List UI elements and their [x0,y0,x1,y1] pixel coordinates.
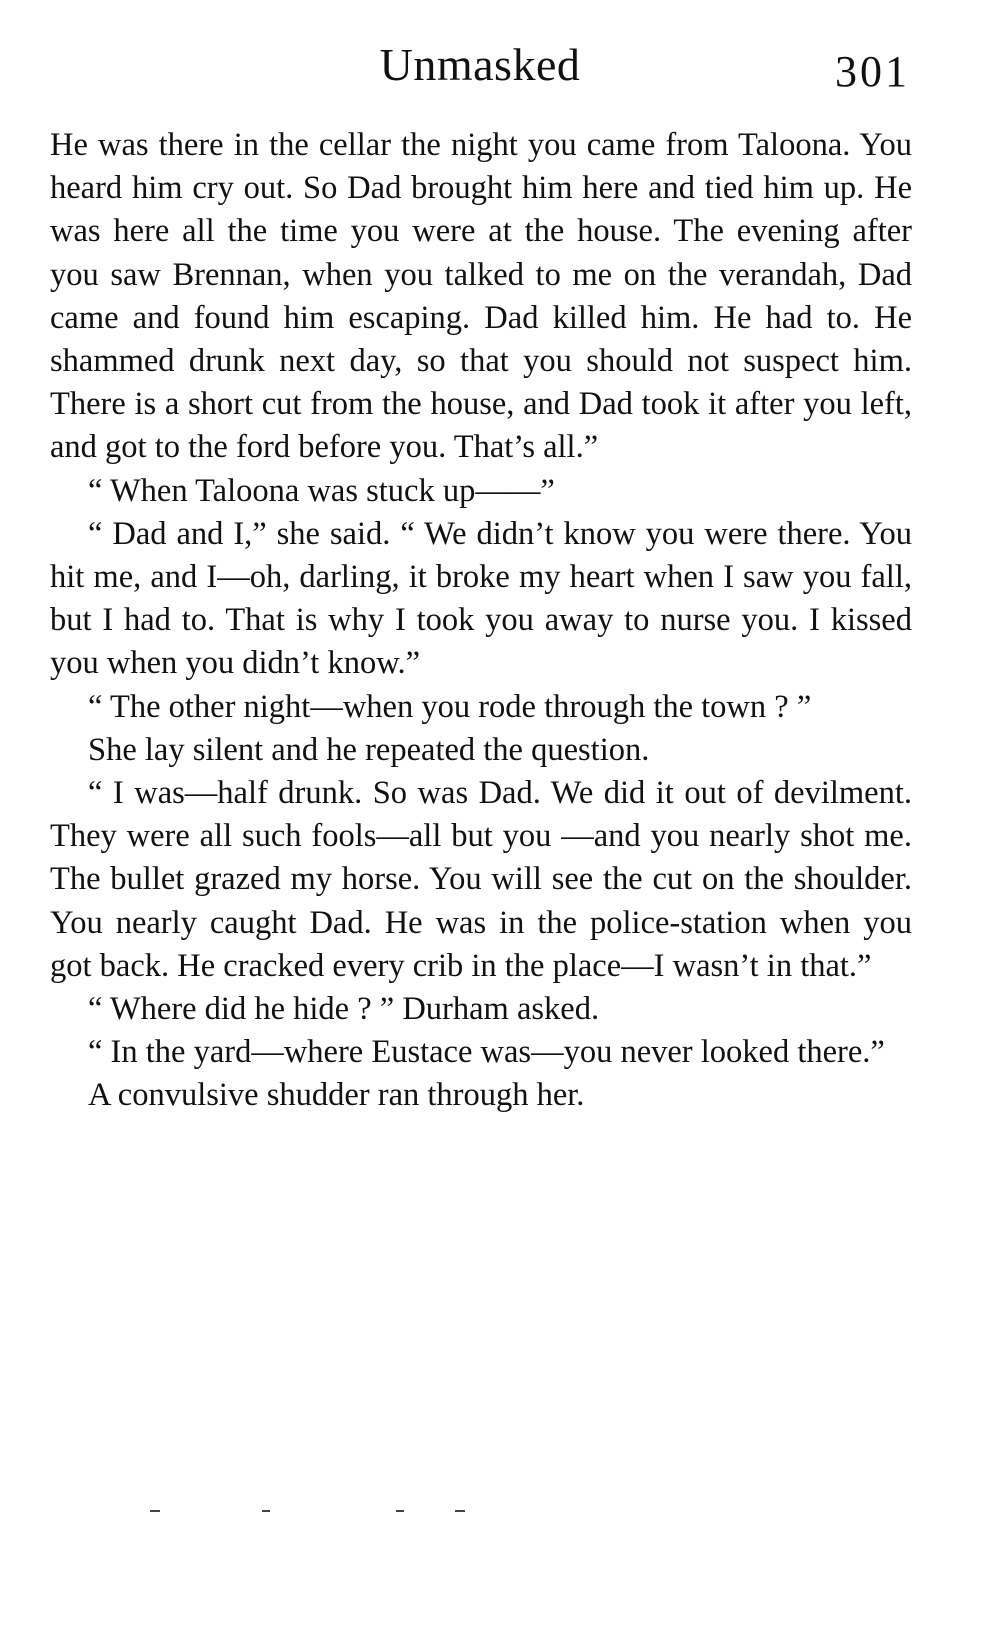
scan-artifact-mark [262,1510,270,1512]
paragraph: “ The other night—when you rode through the town ? ” [88,688,812,725]
page-number: 301 [835,47,910,96]
paragraph: “ Where did he hide ? ” Durham asked. [88,991,600,1028]
paragraph: “ Dad and I,” she said. “ We didn’t know you were there. You hit me, and I—oh, darling, it broke my heart when I saw you fall, but I had to. That is why I took you away to nurse you. I kissed you when you didn’t know.” [50,515,912,682]
paragraph-continuation: He was there in the cellar the night you came from Taloona. You heard him cry out. So Dad brought him here and tied him up. He was here all the time you were at the house. The evening after you saw Brennan, when you talked to me on the verandah, Dad came and found him escaping. Dad killed him. He had to. He shammed drunk next day, so that you should not suspect him. There is a short cut from the house, and Dad took it after you left, and got to the ford before you. That’s all.” [50,127,912,466]
paragraph: “ I was—half drunk. So was Dad. We did it out of devilment. They were all such fools—all but you —and you nearly shot me. The bullet grazed my horse. You will see the cut on the shoulder. You nearly caught Dad. He was in the police-station when you got back. He cracked every crib in the place—I wasn’t in that.” [50,775,912,984]
paragraph: “ When Taloona was stuck up——” [88,472,555,509]
body-text [50,124,912,1118]
paragraph: She lay silent and he repeated the question. [88,731,650,768]
scan-artifact-mark [150,1510,160,1512]
paragraph: “ In the yard—where Eustace was—you never looked there.” [88,1034,885,1071]
running-title: Unmasked [379,39,581,90]
scan-artifact-mark [396,1510,404,1512]
paragraph: A convulsive shudder ran through her. [88,1077,585,1114]
scan-artifact-mark [455,1510,465,1512]
running-head [50,38,910,98]
